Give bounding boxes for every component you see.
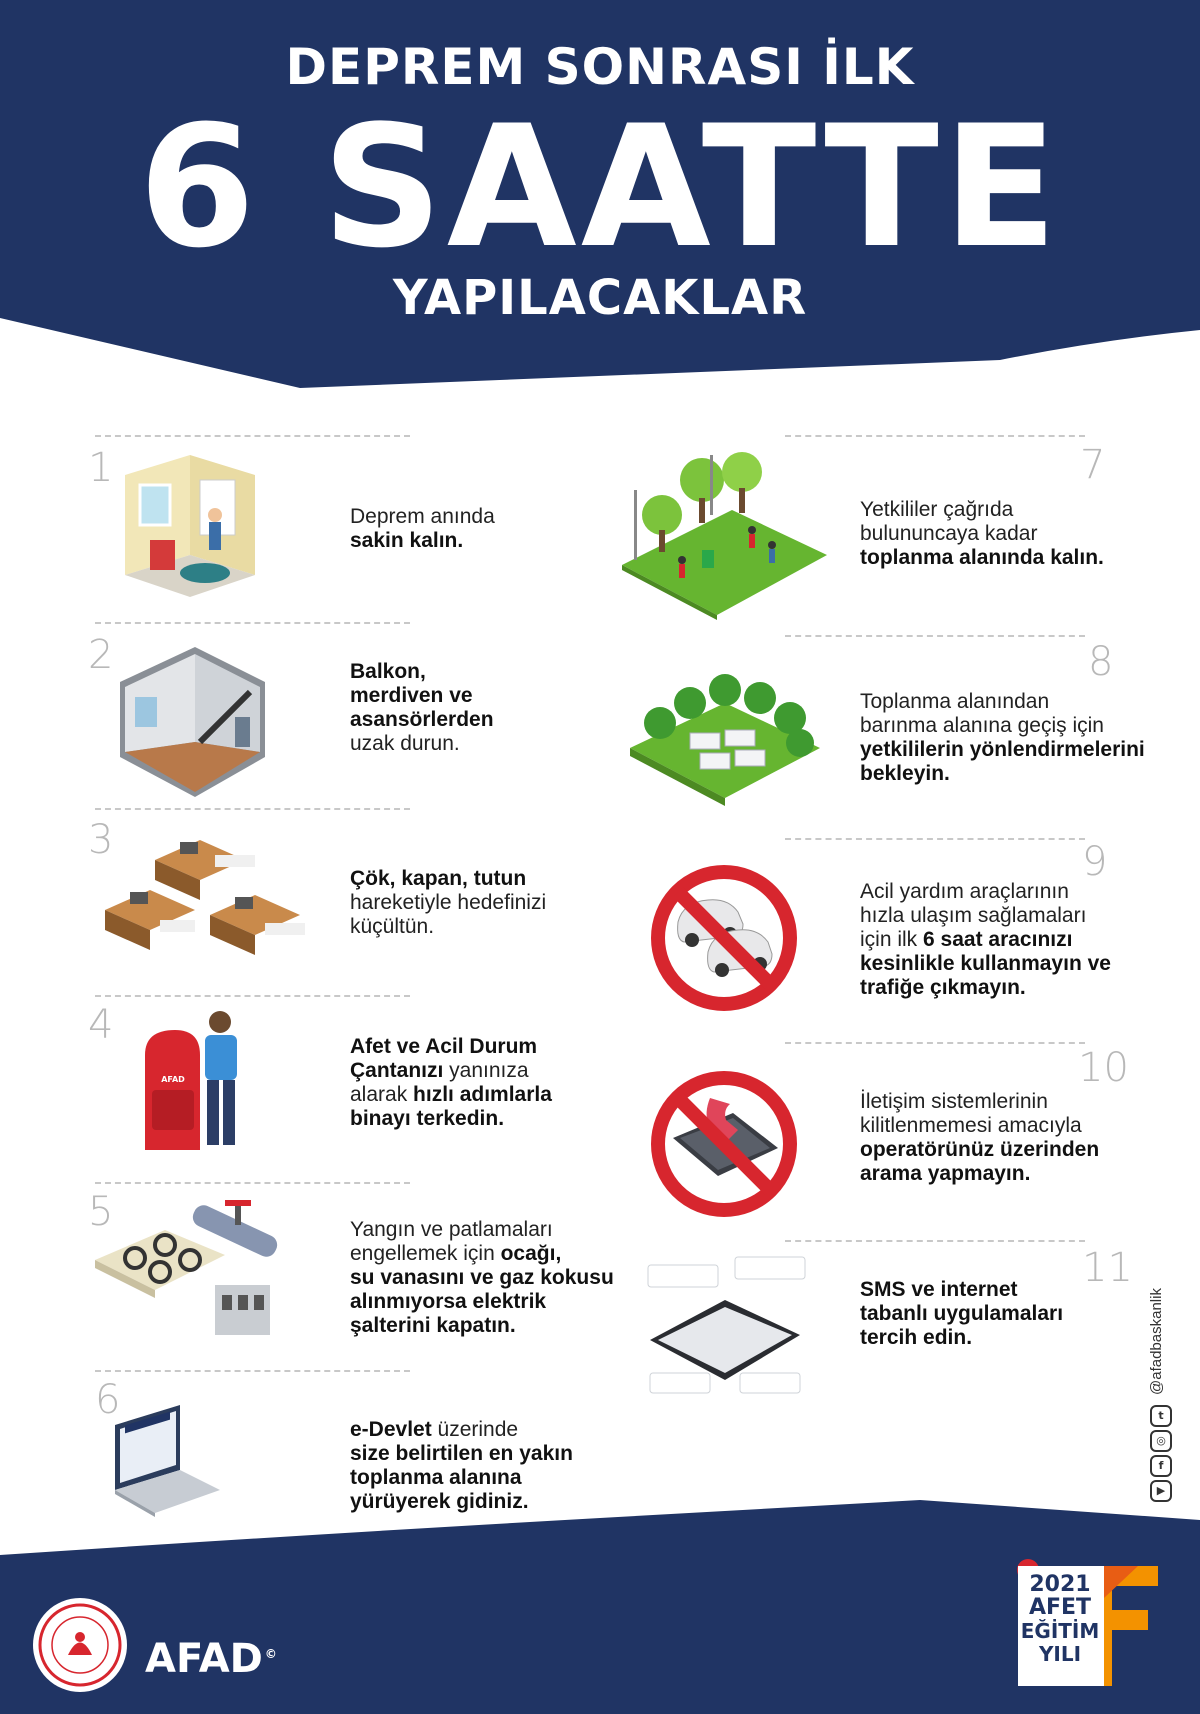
step-number-9: 9 [1082, 839, 1108, 885]
step-text-bold: şalterini kapatın. [350, 1314, 516, 1337]
afad-logo: AFAD © [145, 1636, 277, 1682]
badge-line-1: AFET [1028, 1595, 1092, 1620]
divider [95, 808, 410, 810]
step-text-regular: yanınıza [443, 1059, 529, 1082]
youtube-icon[interactable]: ▶ [1150, 1480, 1172, 1502]
step-text-regular: Toplanma alanından [860, 690, 1050, 713]
divider [95, 622, 410, 624]
divider [95, 1370, 410, 1372]
ministry-seal-icon [30, 1595, 130, 1695]
assembly-area-illustration [622, 450, 827, 620]
svg-text:AFAD: AFAD [161, 1075, 185, 1084]
step-number-10: 10 [1078, 1045, 1129, 1091]
drop-cover-hold-illustration [95, 835, 310, 970]
step-text-bold: e-Devlet [350, 1418, 432, 1441]
step-number-8: 8 [1088, 639, 1114, 685]
step-text-7 [860, 498, 1160, 570]
living-room-illustration [115, 455, 265, 600]
step-text-bold: binayı terkedin. [350, 1107, 505, 1130]
no-phone-call-illustration [648, 1068, 800, 1220]
step-text-regular: İletişim sistemlerinin [860, 1090, 1048, 1113]
step-text-bold: alınmıyorsa elektrik [350, 1290, 547, 1313]
step-text-regular: Deprem anında [350, 505, 495, 528]
step-text-bold: tercih edin. [860, 1326, 973, 1349]
step-text-regular: alarak [350, 1083, 414, 1106]
step-text-regular: hızla ulaşım sağlamaları [860, 904, 1087, 927]
step-number-11: 11 [1082, 1245, 1133, 1291]
step-text-bold: Afet ve Acil Durum [350, 1035, 538, 1058]
step-text-bold: SMS ve internet [860, 1278, 1018, 1301]
step-text-bold: toplanma alanına [350, 1466, 522, 1489]
step-text-regular: barınma alanına geçiş için [860, 714, 1104, 737]
badge-year: 2021 [1029, 1572, 1091, 1597]
instagram-icon[interactable]: ◎ [1150, 1430, 1172, 1452]
step-text-5 [350, 1218, 650, 1338]
title-main: 6 SAATTE [138, 89, 1062, 285]
divider [95, 1182, 410, 1184]
step-text-regular: Acil yardım araçlarının [860, 880, 1069, 903]
no-car-illustration [648, 862, 800, 1014]
step-text-4 [350, 1035, 640, 1131]
step-text-regular: için ilk [860, 928, 924, 951]
step-text-bold: trafiğe çıkmayın. [860, 976, 1026, 999]
step-text-bold: 6 saat aracınızı [923, 928, 1073, 951]
step-text-bold: bekleyin. [860, 762, 950, 785]
step-text-regular: kilitlenmemesi amacıyla [860, 1114, 1082, 1137]
step-text-bold: hızlı adımlarla [413, 1083, 552, 1106]
step-text-2 [350, 660, 640, 756]
step-text-regular: uzak durun. [350, 732, 460, 755]
step-text-bold: yürüyerek gidiniz. [350, 1490, 529, 1513]
step-text-10 [860, 1090, 1160, 1186]
step-number-3: 3 [88, 817, 114, 863]
step-text-bold: asansörlerden [350, 708, 494, 731]
step-text-regular: Yetkililer çağrıda [860, 498, 1014, 521]
step-text-bold: ocağı, [500, 1242, 562, 1265]
step-text-bold: size belirtilen en yakın [350, 1442, 573, 1465]
step-number-7: 7 [1080, 442, 1106, 488]
step-text-8 [860, 690, 1160, 786]
step-number-1: 1 [88, 445, 114, 491]
step-text-1 [350, 505, 640, 553]
facebook-icon[interactable]: f [1150, 1455, 1172, 1477]
step-text-regular: hareketiyle hedefinizi [350, 891, 547, 914]
step-text-bold: sakin kalın. [350, 529, 464, 552]
divider [785, 838, 1085, 840]
step-text-bold: Çök, kapan, tutun [350, 867, 527, 890]
social-handle: @afadbaskanlik [1148, 1288, 1165, 1395]
step-text-bold: Çantanızı [350, 1059, 444, 1082]
title-line-1: DEPREM SONRASI İLK [285, 38, 915, 96]
divider [785, 1240, 1085, 1242]
step-text-regular: küçültün. [350, 915, 435, 938]
step-text-regular: Yangın ve patlamaları [350, 1218, 553, 1241]
divider [95, 995, 410, 997]
step-text-bold: merdiven ve [350, 684, 473, 707]
step-number-6: 6 [95, 1377, 121, 1423]
step-text-9 [860, 880, 1160, 1000]
title-line-2: YAPILACAKLAR [392, 270, 808, 326]
stove-valve-breaker-illustration [95, 1200, 295, 1345]
step-text-11 [860, 1278, 1160, 1350]
step-text-bold: Balkon, [350, 660, 426, 683]
step-text-regular: bulununcaya kadar [860, 522, 1038, 545]
divider [785, 435, 1085, 437]
step-text-3 [350, 867, 640, 939]
badge-line-3: YILI [1038, 1642, 1082, 1666]
badge-line-2: EĞİTİM [1020, 1619, 1100, 1643]
step-text-regular: engellemek için [350, 1242, 501, 1265]
divider [785, 1042, 1085, 1044]
step-text-bold: arama yapmayın. [860, 1162, 1031, 1185]
stairs-house-illustration [105, 642, 280, 802]
twitter-icon[interactable]: t [1150, 1405, 1172, 1427]
step-text-bold: yetkililerin yönlendirmelerini [860, 738, 1145, 761]
step-text-bold: operatörünüz üzerinden [860, 1138, 1100, 1161]
divider [785, 635, 1085, 637]
shelter-area-illustration [630, 668, 820, 808]
phone-messages-illustration [640, 1255, 815, 1410]
divider [95, 435, 410, 437]
step-text-bold: toplanma alanında kalın. [860, 546, 1104, 569]
step-text-bold: kesinlikle kullanmayın ve [860, 952, 1111, 975]
step-number-4: 4 [88, 1002, 114, 1048]
emergency-bag-illustration [140, 1010, 250, 1160]
step-number-5: 5 [88, 1189, 114, 1235]
step-text-bold: su vanasını ve gaz kokusu [350, 1266, 614, 1289]
step-text-regular: üzerinde [431, 1418, 519, 1441]
step-text-bold: tabanlı uygulamaları [860, 1302, 1064, 1325]
step-number-2: 2 [88, 632, 114, 678]
